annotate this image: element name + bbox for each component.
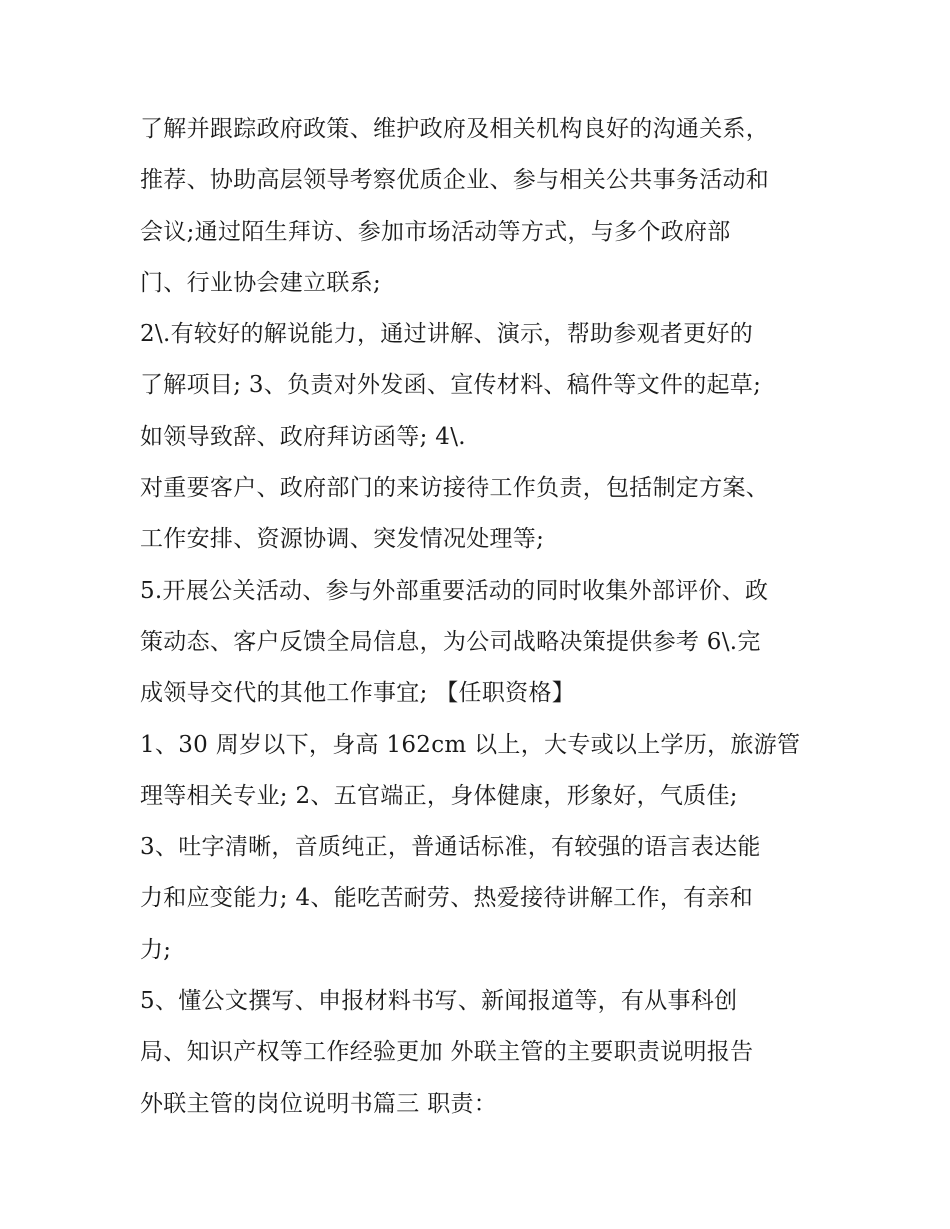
text-line: 工作安排、资源协调、突发情况处理等;: [140, 526, 545, 553]
text-line: 力和应变能力; 4、能吃苦耐劳、热爱接待讲解工作，有亲和: [140, 885, 754, 912]
text-line: 策动态、客户反馈全局信息，为公司战略决策提供参考 6\.完: [140, 628, 761, 655]
document-body: [140, 104, 830, 1130]
text-line: 会议;通过陌生拜访、参加市场活动等方式，与多个政府部: [140, 218, 731, 245]
text-line: 理等相关专业; 2、五官端正，身体健康，形象好，气质佳;: [140, 782, 738, 809]
text-line: 2\.有较好的解说能力，通过讲解、演示，帮助参观者更好的: [140, 321, 754, 348]
text-line: 外联主管的岗位说明书篇三 职责：: [140, 1090, 498, 1117]
text-line: 了解项目; 3、负责对外发函、宣传材料、稿件等文件的起草;: [140, 372, 762, 399]
text-line: 门、行业协会建立联系;: [140, 269, 382, 296]
text-line: 对重要客户、政府部门的来访接待工作负责，包括制定方案、: [140, 475, 770, 502]
text-line: 5、懂公文撰写、申报材料书写、新闻报道等，有从事科创: [140, 988, 738, 1015]
text-line: 3、吐字清晰，音质纯正，普通话标准，有较强的语言表达能: [140, 834, 761, 861]
text-line: 成领导交代的其他工作事宜; 【任职资格】: [140, 680, 576, 707]
text-line: 推荐、协助高层领导考察优质企业、参与相关公共事务活动和: [140, 167, 770, 194]
text-line: 局、知识产权等工作经验更加 外联主管的主要职责说明报告: [140, 1039, 754, 1066]
text-line: 1、30 周岁以下，身高 162cm 以上，大专或以上学历，旅游管: [140, 731, 801, 758]
text-line: 5.开展公关活动、参与外部重要活动的同时收集外部评价、政: [140, 577, 769, 604]
text-line: 力;: [140, 936, 172, 963]
text-line: 了解并跟踪政府政策、维护政府及相关机构良好的沟通关系，: [140, 116, 770, 142]
text-line: 如领导致辞、政府拜访函等; 4\.: [140, 423, 466, 450]
